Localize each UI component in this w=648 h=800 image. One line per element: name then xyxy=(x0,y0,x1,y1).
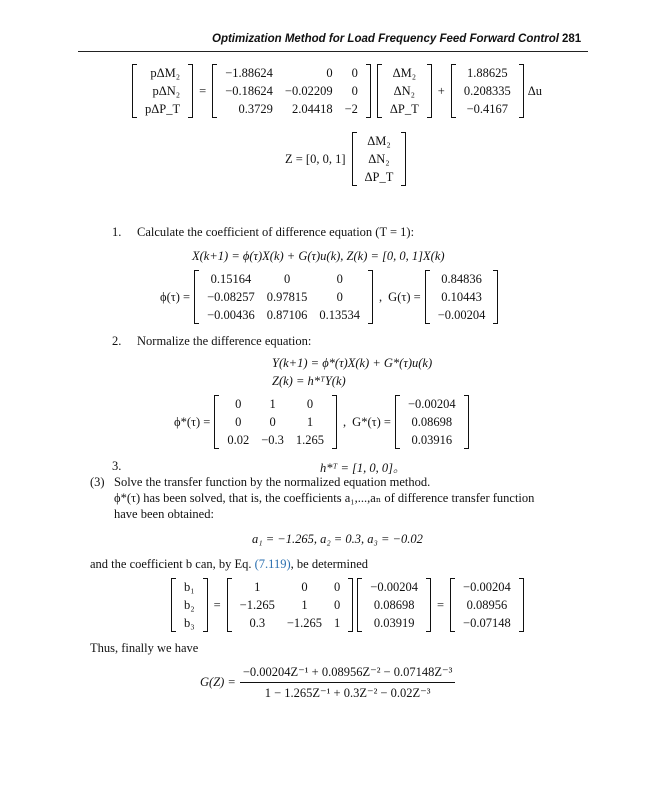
step3-label: 3. xyxy=(112,459,122,473)
matrix-cell: −1.265 xyxy=(286,616,323,630)
matrix-cell: −0.00204 xyxy=(463,580,511,594)
matrix-cell: 0.03916 xyxy=(411,433,453,447)
matrix-cell: ΔP_T xyxy=(364,170,394,184)
matrix-cell: 0 xyxy=(283,272,291,286)
output-lhs: Z = [0, 0, 1] xyxy=(285,151,346,166)
equals-sign: = xyxy=(436,597,445,612)
matrix-cell: 0.10443 xyxy=(441,290,482,304)
matrix-cell: pΔN₂ xyxy=(152,84,181,98)
matrix-cell: 0.02 xyxy=(227,433,250,447)
comma: , xyxy=(343,414,347,429)
g-label: G(τ) = xyxy=(388,289,421,304)
matrix-cell: −0.4167 xyxy=(466,102,508,116)
matrix-cell: 0.208335 xyxy=(463,84,511,98)
b-coefficient-matrix xyxy=(227,578,354,632)
final-equation xyxy=(200,664,455,701)
b-intro-before: and the coefficient b can, by Eq. xyxy=(90,557,255,571)
matrix-cell: 0.03919 xyxy=(373,616,415,630)
input-symbol: Δu xyxy=(527,83,543,98)
step3b-line1: Solve the transfer function by the normalized equation method. xyxy=(114,475,431,489)
step2-eq2: Z(k) = h*ᵀY(k) xyxy=(272,374,346,388)
transfer-fraction xyxy=(240,664,455,701)
matrix-cell: b₃ xyxy=(184,616,195,630)
matrix-cell: 0 xyxy=(235,397,242,411)
matrix-cell: 0 xyxy=(269,415,276,429)
matrix-cell: 0.97815 xyxy=(266,290,308,304)
state-equation xyxy=(132,64,548,118)
step3-equation: h*ᵀ = [1, 0, 0]。 xyxy=(320,461,406,475)
matrix-cell: 0 xyxy=(235,415,242,429)
fraction-denominator: 1 − 1.265Z⁻¹ + 0.3Z⁻² − 0.02Z⁻³ xyxy=(264,686,431,700)
b-equation xyxy=(171,578,524,632)
matrix-cell: 0.13534 xyxy=(319,308,361,322)
matrix-cell: ΔN₂ xyxy=(393,84,416,98)
equation-ref-link[interactable]: (7.119) xyxy=(254,557,291,571)
equals-sign: = xyxy=(199,83,207,98)
step3b-label: (3) xyxy=(90,475,105,489)
g-vector xyxy=(425,270,499,324)
step3b-line2: ϕ*(τ) has been solved, that is, the coefficients a₁,...,aₙ of difference transfer function xyxy=(114,491,535,505)
matrix-cell: 0.84836 xyxy=(441,272,482,286)
matrix-cell: −0.08257 xyxy=(207,290,255,304)
plus-sign: + xyxy=(437,83,445,98)
step1-matrices xyxy=(160,270,498,324)
step3b-line3: have been obtained: xyxy=(114,507,214,521)
matrix-cell: 0 xyxy=(351,66,358,80)
phi-star-matrix xyxy=(214,395,337,449)
matrix-cell: 0.08698 xyxy=(411,415,453,429)
equals-sign: = xyxy=(213,597,221,612)
matrix-cell: 0 xyxy=(306,397,314,411)
b-vector xyxy=(171,578,208,632)
matrix-cell: 1 xyxy=(306,415,314,429)
final-text: Thus, finally we have xyxy=(90,641,199,655)
phi-matrix xyxy=(194,270,373,324)
matrix-cell: −0.00204 xyxy=(407,397,456,411)
g-star-label: G*(τ) = xyxy=(352,414,391,429)
matrix-cell: 0.08698 xyxy=(373,598,415,612)
matrix-cell: −1.265 xyxy=(239,598,275,612)
matrix-cell: −1.88624 xyxy=(225,66,273,80)
header-rule xyxy=(78,51,588,52)
matrix-cell: −2 xyxy=(344,102,358,116)
matrix-cell: 0.3729 xyxy=(238,102,273,116)
matrix-cell: pΔM₂ xyxy=(150,66,181,80)
fraction-numerator: −0.00204Z⁻¹ + 0.08956Z⁻² − 0.07148Z⁻³ xyxy=(240,664,455,683)
step1-text: Calculate the coefficient of difference equation (T = 1): xyxy=(137,225,415,239)
matrix-cell: −0.00204 xyxy=(437,308,486,322)
comma: , xyxy=(379,289,383,304)
matrix-cell: 1 xyxy=(269,397,276,411)
step2-eq1: Y(k+1) = ϕ*(τ)X(k) + G*(τ)u(k) xyxy=(272,356,433,370)
matrix-cell: −0.00204 xyxy=(370,580,418,594)
matrix-cell: 1.265 xyxy=(295,433,325,447)
step2-text: Normalize the difference equation: xyxy=(137,334,312,348)
state-lhs-vector xyxy=(132,64,193,118)
matrix-cell: ΔN₂ xyxy=(368,152,390,166)
matrix-cell: 1.88625 xyxy=(466,66,508,80)
matrix-cell: 0.87106 xyxy=(266,308,308,322)
matrix-cell: 0.08956 xyxy=(466,598,508,612)
matrix-cell: −0.18624 xyxy=(225,84,273,98)
matrix-cell: ΔM₂ xyxy=(367,134,391,148)
matrix-cell: −0.07148 xyxy=(463,616,511,630)
matrix-cell: 2.04418 xyxy=(291,102,333,116)
state-matrix-a xyxy=(212,64,371,118)
step2-matrices xyxy=(174,395,469,449)
matrix-cell: 0.3 xyxy=(249,616,266,630)
b-multiplier-vector xyxy=(357,578,431,632)
matrix-cell: 1 xyxy=(301,598,308,612)
matrix-cell: 0 xyxy=(301,580,308,594)
output-equation xyxy=(285,132,406,186)
phi-star-label: ϕ*(τ) = xyxy=(174,414,211,429)
matrix-cell: 0 xyxy=(334,598,341,612)
step1-equation: X(k+1) = ϕ(τ)X(k) + G(τ)u(k), Z(k) = [0, 0, 1]X(k) xyxy=(192,249,445,263)
matrix-cell: 0.15164 xyxy=(210,272,252,286)
matrix-cell: 0 xyxy=(336,290,343,304)
g-star-vector xyxy=(395,395,469,449)
matrix-cell: 0 xyxy=(326,66,333,80)
b-result-vector xyxy=(450,578,524,632)
step2-label: 2. xyxy=(112,334,122,348)
coefficients-a: a₁ = −1.265, a₂ = 0.3, a₃ = −0.02 xyxy=(252,532,423,546)
phi-label: ϕ(τ) = xyxy=(160,289,191,304)
running-title: Optimization Method for Load Frequency Feed Forward Control xyxy=(212,33,559,45)
matrix-cell: 0 xyxy=(334,580,341,594)
matrix-cell: −0.00436 xyxy=(207,308,255,322)
matrix-cell: b₂ xyxy=(184,598,195,612)
final-lhs: G(Z) = xyxy=(200,675,236,689)
output-vector-x xyxy=(352,132,407,186)
matrix-cell: −0.02209 xyxy=(284,84,333,98)
matrix-cell: 0 xyxy=(351,84,358,98)
b-intro xyxy=(90,556,368,572)
state-vector-b xyxy=(451,64,524,118)
matrix-cell: −0.3 xyxy=(261,433,284,447)
matrix-cell: 1 xyxy=(334,616,341,630)
matrix-cell: 0 xyxy=(336,272,343,286)
matrix-cell: ΔM₂ xyxy=(392,66,417,80)
matrix-cell: 1 xyxy=(254,580,261,594)
matrix-cell: b₁ xyxy=(184,580,195,594)
matrix-cell: ΔP_T xyxy=(389,102,419,116)
page-number: 281 xyxy=(562,33,582,45)
state-vector-x xyxy=(377,64,432,118)
step1-label: 1. xyxy=(112,225,122,239)
matrix-cell: pΔP_T xyxy=(145,102,181,116)
b-intro-after: , be determined xyxy=(290,557,369,571)
